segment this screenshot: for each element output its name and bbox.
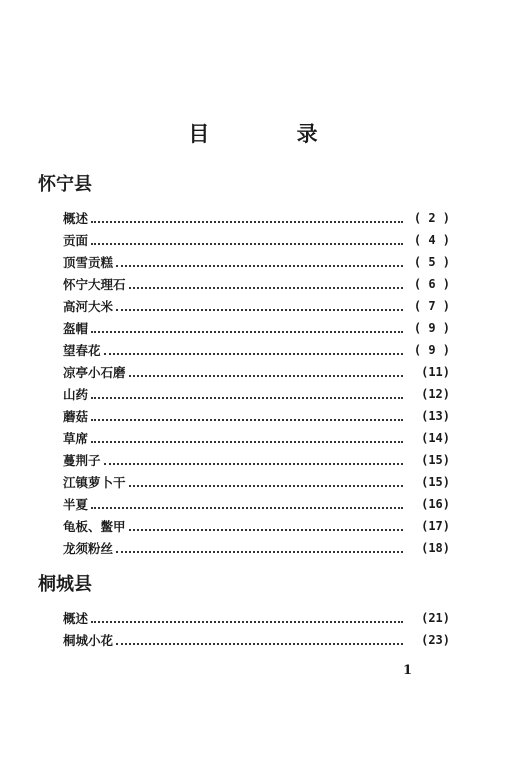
toc-entries-tongcheng: [63, 607, 450, 651]
toc-entry[interactable]: [63, 317, 450, 339]
toc-entry-label: 蔓荆子: [63, 453, 101, 468]
toc-entry-label: 贡面: [63, 233, 89, 248]
toc-entry-label: 凉亭小石磨: [63, 365, 126, 380]
dot-leader: [116, 264, 403, 267]
toc-entry-label: 蘑菇: [63, 409, 89, 424]
toc-entry[interactable]: [63, 537, 450, 559]
toc-entry-label: 桐城小花: [63, 633, 114, 648]
toc-entry-page: (11): [421, 365, 450, 379]
dot-leader: [129, 528, 403, 531]
toc-entry-page: ( 7 ): [413, 299, 450, 313]
toc-entry-label: 龙须粉丝: [63, 541, 114, 556]
toc-entry-page: (14): [421, 431, 450, 445]
section-title: 怀宁县: [38, 174, 92, 195]
toc-entry[interactable]: [63, 427, 450, 449]
toc-entry-page: (16): [421, 497, 450, 511]
toc-entry[interactable]: [63, 493, 450, 515]
toc-entry-page: (18): [421, 541, 450, 555]
dot-leader: [91, 620, 403, 623]
toc-entry-label: 顶雪贡糕: [63, 255, 114, 270]
toc-entry-page: ( 2 ): [413, 211, 450, 225]
toc-entry-page: (15): [421, 475, 450, 489]
dot-leader: [91, 330, 403, 333]
toc-entry[interactable]: [63, 405, 450, 427]
toc-entry-label: 草席: [63, 431, 89, 446]
toc-entry[interactable]: [63, 339, 450, 361]
dot-leader: [91, 440, 403, 443]
dot-leader: [91, 396, 403, 399]
toc-entry-label: 高河大米: [63, 299, 114, 314]
toc-entry[interactable]: [63, 607, 450, 629]
toc-entry-page: (13): [421, 409, 450, 423]
dot-leader: [116, 642, 403, 645]
section-tongcheng: [38, 570, 458, 600]
toc-entry[interactable]: [63, 471, 450, 493]
section-title: 桐城县: [38, 574, 92, 595]
toc-entry[interactable]: [63, 207, 450, 229]
page-number: 1: [403, 663, 413, 678]
dot-leader: [116, 550, 403, 553]
dot-leader: [91, 506, 403, 509]
dot-leader: [129, 484, 403, 487]
toc-entry-page: (23): [421, 633, 450, 647]
toc-entry-label: 龟板、鳖甲: [63, 519, 126, 534]
toc-entry-label: 概述: [63, 611, 89, 626]
dot-leader: [116, 308, 403, 311]
toc-entry-page: ( 6 ): [413, 277, 450, 291]
toc-entry[interactable]: [63, 295, 450, 317]
dot-leader: [104, 462, 403, 465]
toc-entry-label: 望春花: [63, 343, 101, 358]
toc-entry-label: 怀宁大理石: [63, 277, 126, 292]
toc-entry-label: 山药: [63, 387, 89, 402]
toc-entry-page: ( 5 ): [413, 255, 450, 269]
toc-entry-page: (12): [421, 387, 450, 401]
toc-entry-label: 半夏: [63, 497, 89, 512]
toc-entry[interactable]: [63, 383, 450, 405]
toc-entry[interactable]: [63, 229, 450, 251]
toc-entry-label: 概述: [63, 211, 89, 226]
toc-entry[interactable]: [63, 449, 450, 471]
page-title: 目 录: [188, 121, 358, 146]
dot-leader: [91, 242, 403, 245]
toc-entry-page: ( 9 ): [413, 343, 450, 357]
dot-leader: [129, 374, 403, 377]
toc-entry-page: ( 9 ): [413, 321, 450, 335]
toc-entry-page: (17): [421, 519, 450, 533]
toc-entry[interactable]: [63, 251, 450, 273]
dot-leader: [91, 418, 403, 421]
toc-entry[interactable]: [63, 515, 450, 537]
dot-leader: [91, 220, 403, 223]
toc-entry-label: 盔帽: [63, 321, 89, 336]
toc-entry-page: ( 4 ): [413, 233, 450, 247]
toc-entry-page: (15): [421, 453, 450, 467]
toc-entry-label: 江镇萝卜干: [63, 475, 126, 490]
toc-entry[interactable]: [63, 629, 450, 651]
toc-entry-page: (21): [421, 611, 450, 625]
dot-leader: [129, 286, 403, 289]
section-huaining: [38, 170, 458, 200]
toc-entries-huaining: [63, 207, 450, 559]
toc-entry[interactable]: [63, 361, 450, 383]
dot-leader: [104, 352, 403, 355]
toc-entry[interactable]: [63, 273, 450, 295]
